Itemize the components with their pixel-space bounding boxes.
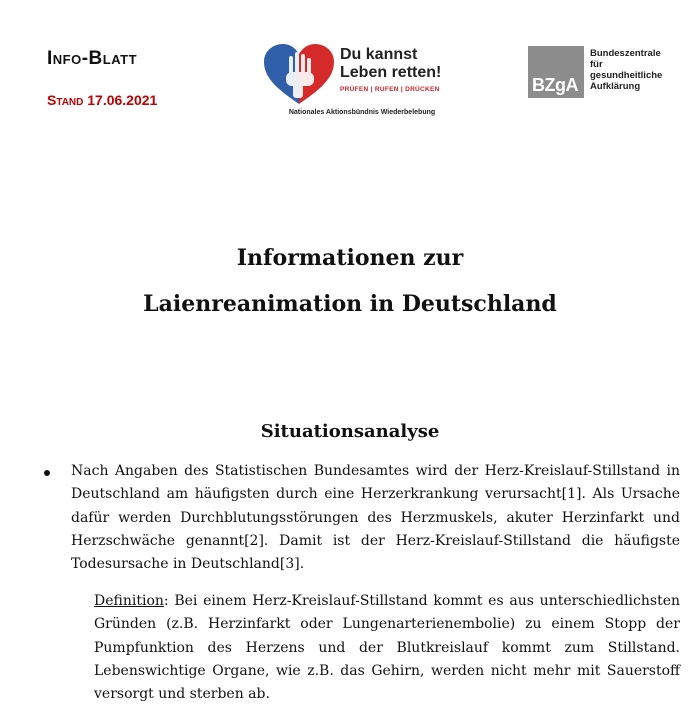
bzga-line-2: für (590, 59, 603, 70)
header-left (47, 48, 157, 108)
bullet-paragraph: Nach Angaben des Statistischen Bundesamtes wird der Herz-Kreislauf-Stillstand in Deutschland am häufigsten durch eine Herzerkrankung verursacht[1]. Als Ursache dafür werden Durchblutungsstörungen des Herzmuskels, akuter Herzinfarkt und Herzschwäche genannt[2]. Damit ist der Herz-Kreislauf-Stillstand die häufigste Todesursache in Deutschland[3]. (71, 463, 680, 573)
wiederbelebung-logo (262, 42, 462, 122)
definition-paragraph (94, 590, 680, 706)
logo-organization: Nationales Aktionsbündnis Wiederbelebung (288, 109, 436, 116)
bzga-line-4: Aufklärung (590, 81, 641, 92)
logo-line-1: Du kannst (340, 46, 418, 63)
info-blatt-label: Info-Blatt (47, 48, 138, 69)
bzga-logo (528, 46, 668, 98)
bzga-mark (528, 46, 584, 98)
section-heading: Situationsanalyse (260, 421, 440, 442)
document-title-line-1: Informationen zur (236, 245, 464, 271)
bzga-line-3: gesundheitliche (590, 70, 663, 81)
heart-hands-icon (262, 42, 336, 108)
logo-line-2: Leben retten! (340, 64, 442, 81)
bzga-mark-text: BZgA (532, 75, 578, 95)
definition-text: : Bei einem Herz-Kreislauf-Stillstand kommt es aus unterschiedlichsten Gründen (z.B. Herzinfarkt oder Lungenarterienembolie) zu einem Stopp der Pumpfunktion des Herzens und der Blutkreislauf kommt zum Stillstand. Lebenswichtige Organe, wie z.B. das Gehirn, werden nicht mehr mit Sauerstoff versorgt und sterben ab. (94, 593, 680, 703)
stand-date: Stand 17.06.2021 (47, 92, 158, 108)
logo-tagline: PRÜFEN | RUFEN | DRÜCKEN (340, 86, 440, 93)
bzga-name (590, 48, 662, 92)
document-title-line-2: Laienreanimation in Deutschland (143, 291, 557, 317)
definition-label: Definition (94, 593, 164, 609)
bullet-icon (44, 470, 50, 476)
bzga-line-1: Bundeszentrale (590, 48, 661, 59)
